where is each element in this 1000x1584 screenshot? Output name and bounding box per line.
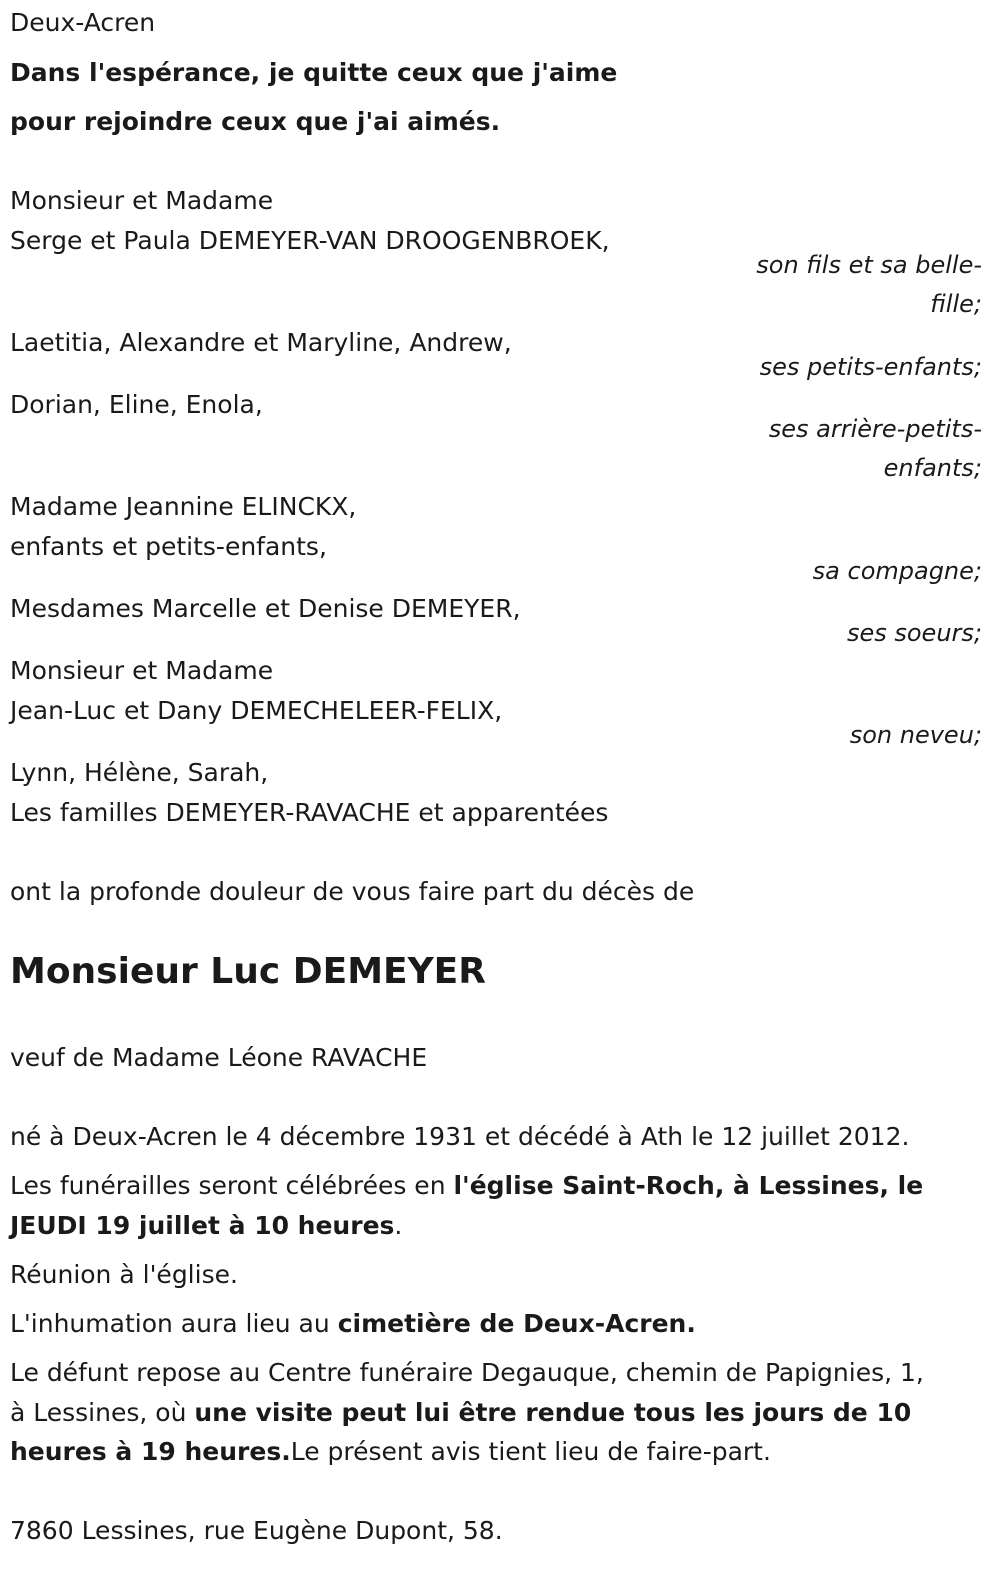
family-7-line-1: Lynn, Hélène, Sarah, (10, 758, 269, 787)
family-4-line-2: enfants et petits-enfants, (10, 532, 327, 561)
funeral-line-1 (10, 1171, 923, 1200)
family-5-relation-1: ses soeurs; (846, 619, 982, 647)
burial-cemetery: cimetière de Deux-Acren. (337, 1309, 696, 1338)
visit-line-1: Le défunt repose au Centre funéraire Degauque, chemin de Papignies, 1, (10, 1358, 924, 1387)
family-4-line-1: Madame Jeannine ELINCKX, (10, 492, 357, 521)
visit-line-2 (10, 1398, 911, 1427)
notice-statement: Le présent avis tient lieu de faire-part. (290, 1437, 771, 1466)
family-2-relation-1: ses petits-enfants; (759, 353, 982, 381)
family-2-line-1: Laetitia, Alexandre et Maryline, Andrew, (10, 328, 512, 357)
announcement-text: ont la profonde douleur de vous faire part du décès de (10, 877, 695, 906)
family-6-line-2: Jean-Luc et Dany DEMECHELEER-FELIX, (10, 696, 503, 725)
address-text: 7860 Lessines, rue Eugène Dupont, 58. (10, 1516, 503, 1545)
visit-hours-start: une visite peut lui être rendue tous les jours de 10 (194, 1398, 912, 1427)
reunion-text: Réunion à l'église. (10, 1260, 238, 1289)
family-3-relation-1: ses arrière-petits- (768, 415, 982, 443)
family-3-line-1: Dorian, Eline, Enola, (10, 390, 263, 419)
deceased-name: Monsieur Luc DEMEYER (10, 951, 486, 992)
epigraph-line-2: pour rejoindre ceux que j'ai aimés. (10, 107, 501, 136)
family-1-relation-1: son fils et sa belle- (756, 251, 982, 279)
visit-hours-end: heures à 19 heures. (10, 1437, 291, 1466)
family-7-line-2: Les familles DEMEYER-RAVACHE et apparentées (10, 798, 609, 827)
funeral-line-2 (10, 1211, 402, 1240)
visit-location: à Lessines, où (10, 1398, 195, 1427)
funeral-church: l'église Saint-Roch, à Lessines, le (453, 1171, 924, 1200)
burial-line (10, 1309, 696, 1338)
family-6-line-1: Monsieur et Madame (10, 656, 274, 685)
widower-text: veuf de Madame Léone RAVACHE (10, 1043, 428, 1072)
family-1-line-1: Monsieur et Madame (10, 186, 274, 215)
place-heading: Deux-Acren (10, 8, 156, 37)
burial-prefix: L'inhumation aura lieu au (10, 1309, 338, 1338)
birth-death-text: né à Deux-Acren le 4 décembre 1931 et décédé à Ath le 12 juillet 2012. (10, 1122, 910, 1151)
family-1-relation-2: fille; (930, 290, 982, 318)
family-4-relation-1: sa compagne; (812, 557, 982, 585)
funeral-prefix: Les funérailles seront célébrées en (10, 1171, 454, 1200)
funeral-date: JEUDI 19 juillet à 10 heures (10, 1211, 395, 1240)
family-6-relation-1: son neveu; (849, 721, 982, 749)
funeral-suffix: . (394, 1211, 403, 1240)
family-3-relation-2: enfants; (883, 454, 982, 482)
family-5-line-1: Mesdames Marcelle et Denise DEMEYER, (10, 594, 521, 623)
visit-line-3 (10, 1437, 771, 1466)
family-1-line-2: Serge et Paula DEMEYER-VAN DROOGENBROEK, (10, 226, 610, 255)
epigraph-line-1: Dans l'espérance, je quitte ceux que j'aime (10, 58, 618, 87)
